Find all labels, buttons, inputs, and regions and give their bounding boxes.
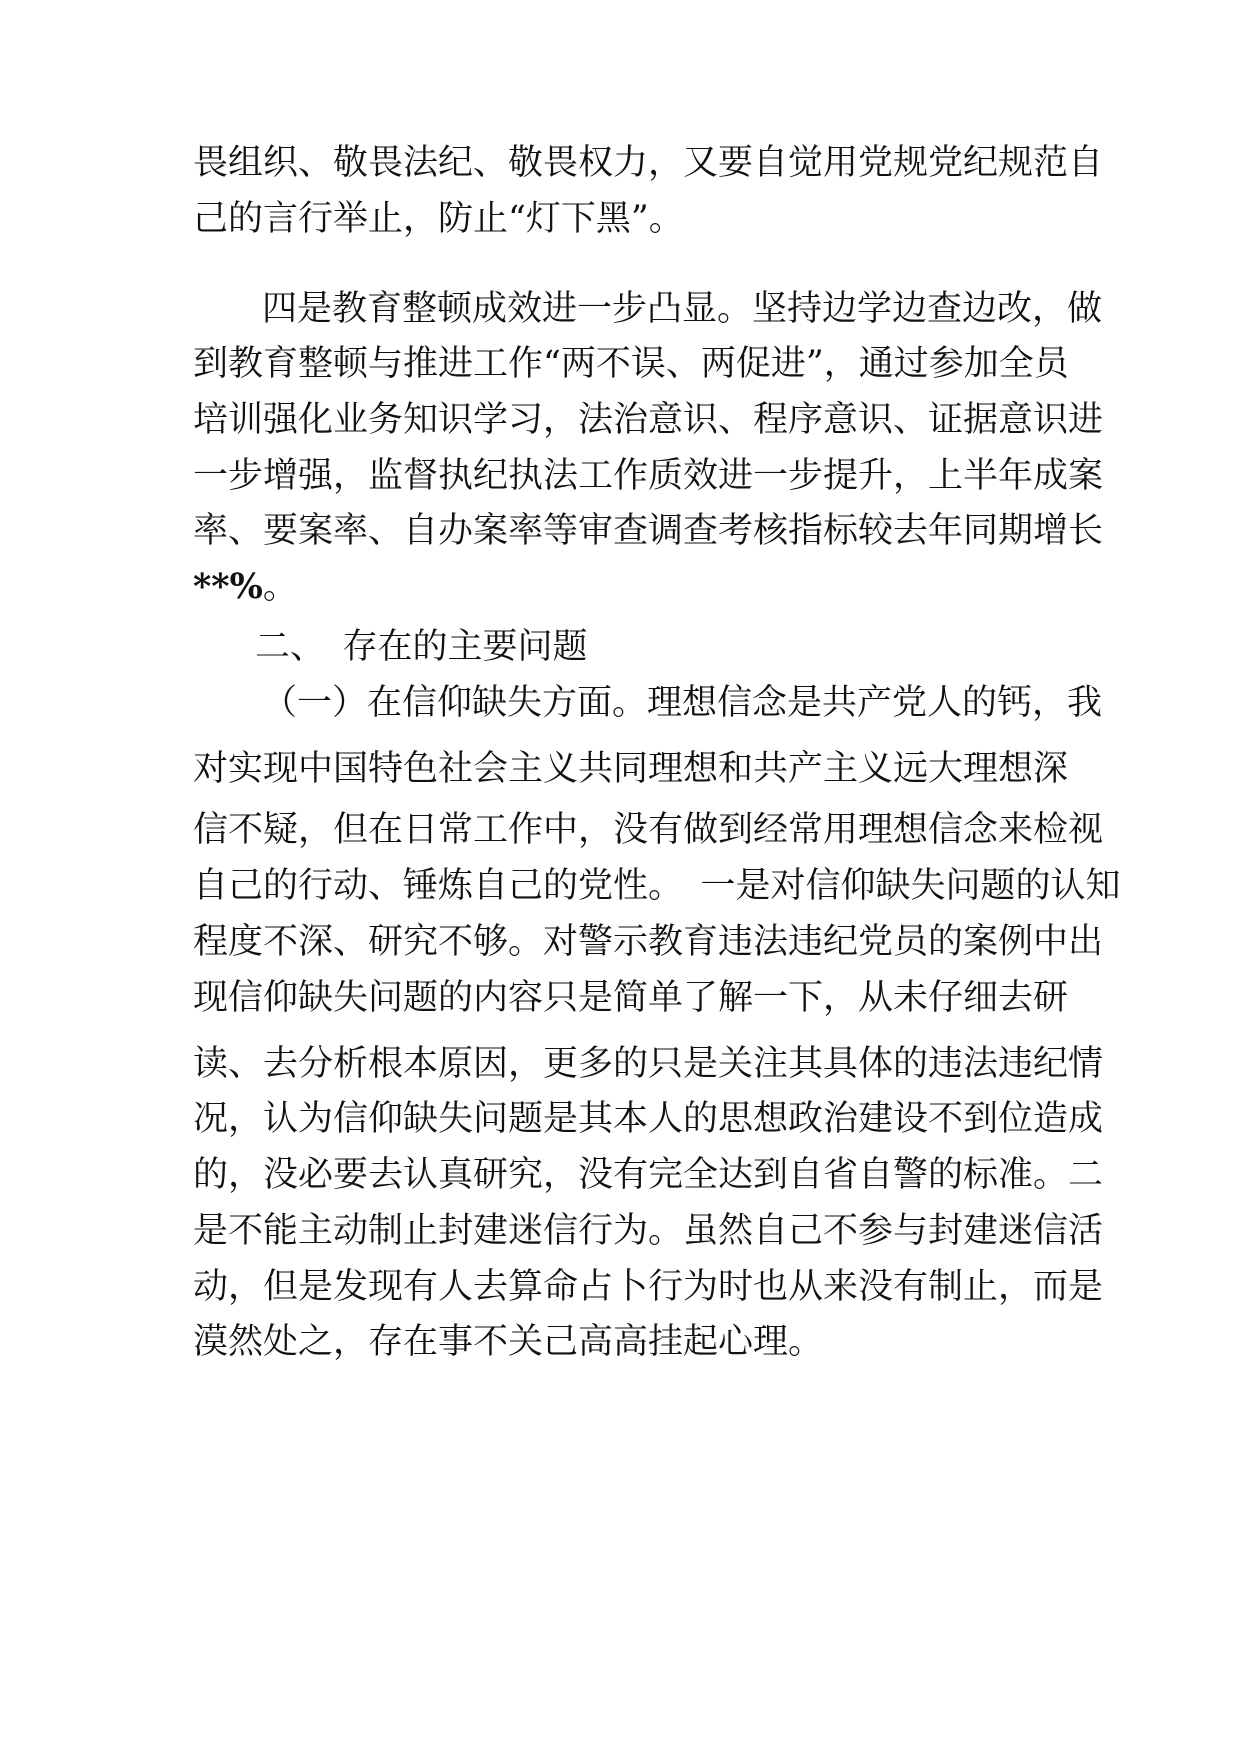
section-heading: 二、 存在的主要问题 bbox=[255, 627, 588, 667]
text-line bbox=[193, 567, 298, 607]
text-line: 自己的行动、锤炼自己的党性。 一是对信仰缺失问题的认知 bbox=[193, 866, 1121, 906]
text-line: 一步增强，监督执纪执法工作质效进一步提升，上半年成案 bbox=[193, 456, 1104, 496]
text-line: 畏组织、敬畏法纪、敬畏权力，又要自觉用党规党纪规范自 bbox=[193, 143, 1104, 183]
text-line: 信不疑，但在日常工作中，没有做到经常用理想信念来检视 bbox=[193, 810, 1104, 850]
text-line: 率、要案率、自办案率等审查调查考核指标较去年同期增长 bbox=[193, 511, 1104, 551]
text-line: 是不能主动制止封建迷信行为。虽然自己不参与封建迷信活 bbox=[193, 1211, 1104, 1251]
text-line: 己的言行举止，防止“灯下黑”。 bbox=[193, 199, 684, 239]
text-line: 对实现中国特色社会主义共同理想和共产主义远大理想深 bbox=[193, 749, 1069, 789]
text-line: 动，但是发现有人去算命占卜行为时也从来没有制止，而是 bbox=[193, 1267, 1104, 1307]
sentence-end: 。 bbox=[262, 567, 298, 607]
text-line: 程度不深、研究不够。对警示教育违法违纪党员的案例中出 bbox=[193, 922, 1104, 962]
text-line: 况，认为信仰缺失问题是其本人的思想政治建设不到位造成 bbox=[193, 1099, 1104, 1139]
subsection-heading-line: （一）在信仰缺失方面。理想信念是共产党人的钙，我 bbox=[262, 683, 1103, 723]
percentage-placeholder: **% bbox=[193, 566, 263, 607]
text-line: 漠然处之，存在事不关己高高挂起心理。 bbox=[193, 1322, 824, 1362]
text-line: 现信仰缺失问题的内容只是简单了解一下，从未仔细去研 bbox=[193, 978, 1069, 1018]
text-line: 到教育整顿与推进工作“两不误、两促进”，通过参加全员 bbox=[193, 344, 1069, 384]
text-line: 的，没必要去认真研究，没有完全达到自省自警的标准。二 bbox=[193, 1155, 1104, 1195]
text-line: 读、去分析根本原因，更多的只是关注其具体的违法违纪情 bbox=[193, 1044, 1104, 1084]
text-line: 培训强化业务知识学习，法治意识、程序意识、证据意识进 bbox=[193, 400, 1104, 440]
paragraph-start-line: 四是教育整顿成效进一步凸显。坚持边学边查边改，做 bbox=[262, 289, 1103, 329]
